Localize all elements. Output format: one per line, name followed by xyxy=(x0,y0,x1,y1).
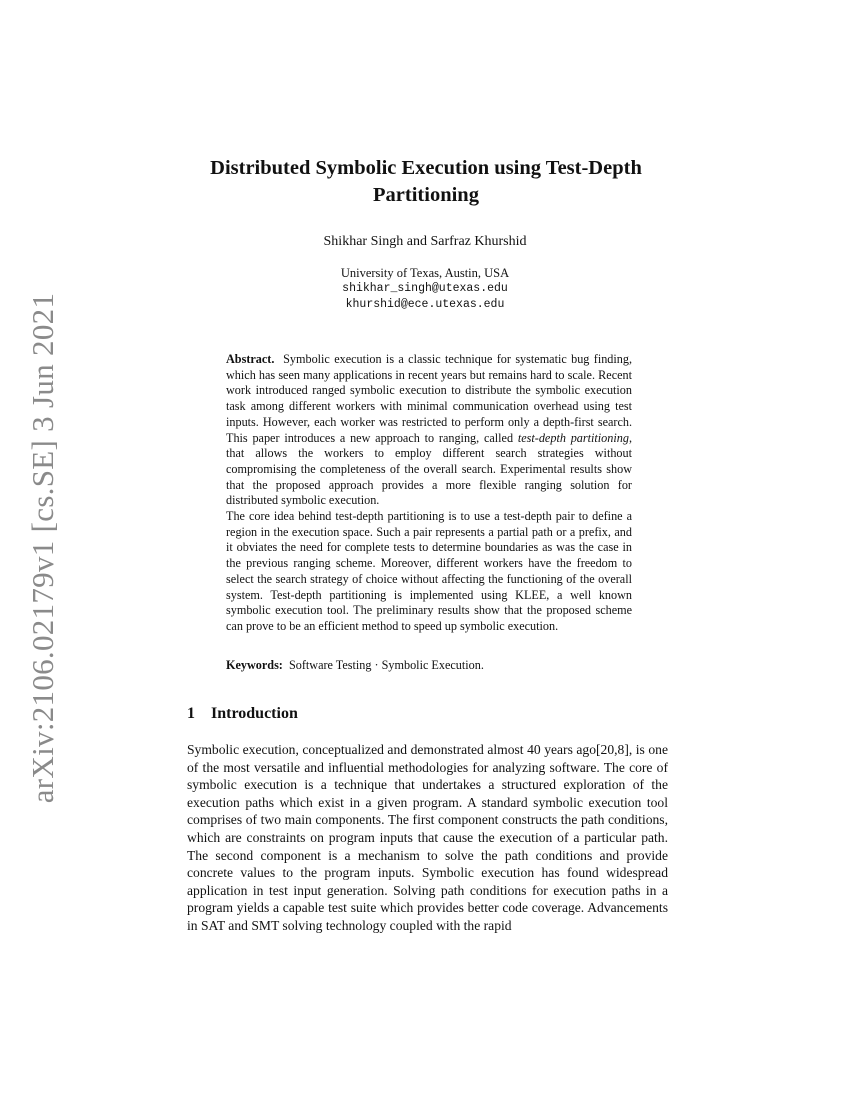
affiliation-block xyxy=(0,265,850,313)
abstract-emphasis: test-depth partitioning xyxy=(517,430,629,445)
abstract-text-a: Symbolic execution is a classic technique for systematic bug finding, which has seen many applications in recent years but remains hard to scale. Recent work introduced ranged symbolic execution to distribute the symbolic execution task among different workers with minimal communication overhead using test inputs. However, each worker was restricted to perform only a depth-first search. This paper introduces a new approach to ranging, called xyxy=(226,352,633,445)
paper-title xyxy=(150,155,702,209)
section-heading xyxy=(187,705,298,723)
keywords-label: Keywords: xyxy=(226,658,283,672)
keywords-text: Software Testing · Symbolic Execution. xyxy=(288,658,484,672)
title-line-1: Distributed Symbolic Execution using Test-Depth xyxy=(210,157,642,179)
keywords xyxy=(226,658,632,674)
email-2: khurshid@ece.utexas.edu xyxy=(345,298,505,311)
abstract xyxy=(226,352,632,635)
abstract-text-b: , that allows the workers to employ different search strategies without compromising the completeness of the overall search. Experimental results show that the proposed approach provides a more flexible ranging solution for distributed symbolic execution. xyxy=(226,430,632,508)
introduction-body xyxy=(187,741,668,935)
abstract-label: Abstract. xyxy=(226,352,275,366)
intro-paragraph: Symbolic execution, conceptualized and demonstrated almost 40 years ago[20,8], is one of the most versatile and influential methodologies for analyzing software. The core of symbolic execution is a technique that undertakes a structured exploration of the execution paths which exist in a given program. A standard symbolic execution tool comprises of two main components. The first component constructs the path conditions, which are constraints on program inputs that cause the execution of a particular path. The second component is a mechanism to solve the path conditions and provide concrete values to the program inputs. Symbolic execution has found widespread application in test input generation. Solving path conditions for execution paths in a program yields a capable test suite which provides better code coverage. Advancements in SAT and SMT solving technology coupled with the rapid xyxy=(187,742,668,933)
email-1: shikhar_singh@utexas.edu xyxy=(342,282,508,295)
abstract-paragraph-1 xyxy=(226,352,632,509)
title-line-2: Partitioning xyxy=(373,184,479,206)
authors: Shikhar Singh and Sarfraz Khurshid xyxy=(323,234,527,249)
section-title: Introduction xyxy=(211,705,298,722)
arxiv-watermark xyxy=(0,0,80,1100)
affiliation: University of Texas, Austin, USA xyxy=(340,266,510,280)
section-number: 1 xyxy=(187,705,195,722)
abstract-paragraph-2: The core idea behind test-depth partitioning is to use a test-depth pair to define a region in the execution space. Such a pair represents a partial path or a prefix, and it obviates the need for complete tests to determine boundaries as was the case in the previous ranging scheme. Moreover, different workers have the freedom to select the search strategy of choice without affecting the functioning of the overall system. Test-depth partitioning is implemented using KLEE, a well known symbolic execution tool. The preliminary results show that the proposed scheme can prove to be an efficient method to speed up symbolic execution. xyxy=(226,509,632,633)
arxiv-identifier: arXiv:2106.02179v1 [cs.SE] 3 Jun 2021 xyxy=(25,292,60,804)
